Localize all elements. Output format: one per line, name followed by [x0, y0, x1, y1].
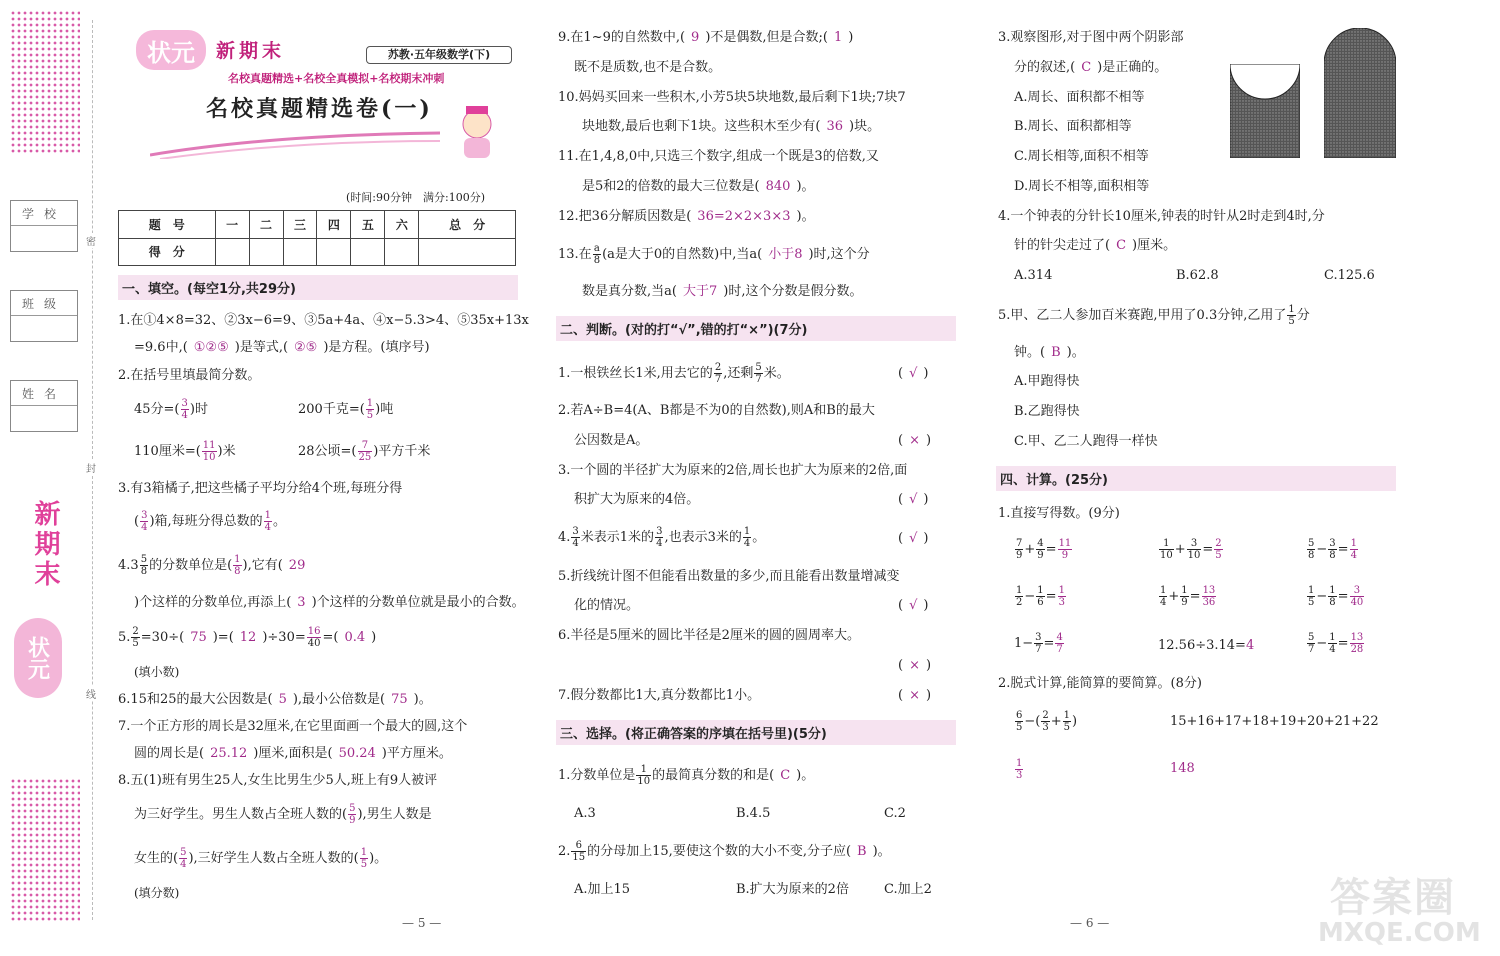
c2-line: 2. $\frac{6}{15}$ 的分母加上15,要使这个数的大小不变,分子应( B )。	[558, 840, 891, 863]
q8-line2: 为三好学生。男生人数占全班人数的( $\frac{5}{9}$ ),男生人数是	[134, 803, 432, 826]
c3-option-b: B.周长、面积都相等	[1014, 119, 1132, 134]
q2a-line: 45分=( $\frac{3}{4}$ )时	[134, 398, 208, 421]
calc-answer: $\frac{13}{36}$	[1202, 585, 1216, 608]
watermark-logo: 答案圈	[1330, 875, 1456, 921]
section3-heading: 三、选择。(将正确答案的序填在括号里)(5分)	[556, 720, 956, 745]
c1-option-c: C.2	[884, 806, 906, 821]
q5-answer2: 12	[239, 630, 257, 645]
q2b-line: 200千克=( $\frac{1}{5}$ )吨	[298, 398, 394, 421]
q1-line2: =9.6中,( ①②⑤ )是等式,( ②⑤ )是方程。(填序号)	[134, 340, 430, 355]
calc-answer: $\frac{1}{4}$	[1350, 538, 1357, 561]
score-h2: 二	[249, 211, 283, 239]
side-brand: 新期末	[30, 500, 60, 590]
c2-option-c: C.加上2	[884, 882, 932, 897]
c4-option-b: B.62.8	[1176, 268, 1219, 283]
score-cell[interactable]	[249, 238, 283, 266]
c4-option-c: C.125.6	[1324, 268, 1375, 283]
q13-fraction: $\frac{a}{8}$	[593, 243, 601, 266]
calc2-heading: 2.脱式计算,能简算的要简算。(8分)	[998, 676, 1202, 691]
q6-answer1: 5	[278, 692, 287, 707]
page-title: 名校真题精选卷(一)	[206, 96, 433, 122]
score-value-row	[119, 238, 516, 266]
q10-line2: 块地数,最后也剩下1块。这些积木至少有( 36 )块。	[582, 119, 881, 134]
c2-option-b: B.扩大为原来的2倍	[736, 882, 849, 897]
q6-line: 6.15和25的最大公因数是( 5 ),最小公倍数是( 75 )。	[118, 692, 432, 707]
q12-answer: 36=2×2×3×3	[697, 209, 791, 224]
j3-answer: √	[909, 492, 918, 507]
q8-answer2: $\frac{5}{4}$	[180, 847, 187, 870]
score-h0: 题 号	[119, 211, 216, 239]
expr-2-answer: 148	[1170, 761, 1195, 776]
j1-answer: √	[909, 366, 918, 381]
score-h7: 总 分	[419, 211, 516, 239]
q3-line1: 3.有3箱橘子,把这些橘子平均分给4个班,每班分得	[118, 481, 403, 496]
time-score-info: (时间:90分钟 满分:100分)	[346, 191, 485, 204]
q9-line1: 9.在1~9的自然数中,( 9 )不是偶数,但是合数;( 1 )	[558, 30, 854, 45]
q5-answer4: 0.4	[344, 630, 366, 645]
q2a-answer: $\frac{3}{4}$	[181, 398, 188, 421]
seal-xian: 线	[86, 686, 96, 701]
q13-line1: 13.在 $\frac{a}{8}$ (a是大于0的自然数)中,当a( 小于8 )时,这个分	[558, 243, 870, 266]
calc-item: $\frac{5}{7}$ − $\frac{1}{4}$ = $\frac{13}{28}$	[1308, 632, 1364, 655]
c1-option-b: B.4.5	[736, 806, 771, 821]
j6-judge: ( × )	[898, 658, 932, 673]
calc-item: 12.56÷3.14=4	[1158, 638, 1255, 653]
c3-option-a: A.周长、面积都不相等	[1014, 90, 1145, 105]
j4-answer: √	[909, 531, 918, 546]
q13-line2: 数是真分数,当a( 大于7 )时,这个分数是假分数。	[582, 284, 863, 299]
q4-line2: )个这样的分数单位,再添上( 3 )个这样的分数单位就是最小的合数。	[134, 595, 525, 610]
seal-mi: 密	[86, 233, 96, 248]
calc-item: $\frac{1}{4}$ + $\frac{1}{9}$ = $\frac{13}{36}$	[1160, 585, 1216, 608]
score-cell[interactable]	[283, 238, 317, 266]
j5-answer: √	[909, 598, 918, 613]
calc-item: $\frac{7}{9}$ + $\frac{4}{9}$ = $\frac{11}{9}$	[1016, 538, 1072, 561]
j5-line1: 5.折线统计图不但能看出数量的多少,而且能看出数量增减变	[558, 569, 900, 584]
q4-line1: 4.3 $\frac{5}{8}$ 的分数单位是( $\frac{1}{8}$ ),它有( 29	[118, 554, 311, 577]
q4-answer3: 3	[297, 595, 306, 610]
j7-line: 7.假分数都比1大,真分数都比1小。	[558, 688, 761, 703]
edition-badge: 苏教·五年级数学(下)	[366, 46, 512, 64]
q11-line1: 11.在1,4,8,0中,只选三个数字,组成一个既是3的倍数,又	[558, 149, 879, 164]
c2-fraction: $\frac{6}{15}$	[572, 840, 586, 863]
section4-heading: 四、计算。(25分)	[996, 466, 1396, 491]
calc-item: $\frac{1}{2}$ − $\frac{1}{6}$ = $\frac{1}{3}$	[1016, 585, 1065, 608]
c4-line1: 4.一个钟表的分针长10厘米,钟表的时针从2时走到4时,分	[998, 209, 1325, 224]
q10-answer: 36	[826, 119, 844, 134]
calc-item: $\frac{1}{10}$ + $\frac{3}{10}$ = $\frac{2}{5}$	[1160, 538, 1222, 561]
c3-answer: C	[1081, 60, 1092, 75]
q12-line: 12.把36分解质因数是( 36=2×2×3×3 )。	[558, 209, 815, 224]
j1-judge: ( √ )	[898, 366, 929, 381]
q2b-answer: $\frac{1}{5}$	[366, 398, 374, 421]
j1-fraction2: $\frac{5}{7}$	[755, 362, 762, 385]
school-field[interactable]: 学校	[10, 200, 78, 252]
c3-line2: 分的叙述,( C )是正确的。	[1014, 60, 1168, 75]
q4-answer2: 29	[288, 558, 306, 573]
q2d-line: 28公顷=( $\frac{7}{25}$ )平方千米	[298, 440, 431, 463]
shaded-shape-2	[1324, 28, 1396, 158]
q8-answer3: $\frac{1}{5}$	[360, 847, 368, 870]
j4-fraction2: $\frac{3}{4}$	[656, 526, 663, 549]
calc-answer: $\frac{2}{5}$	[1215, 538, 1222, 561]
score-h4: 四	[317, 211, 351, 239]
q13-answer1: 小于8	[768, 247, 803, 262]
score-cell[interactable]	[317, 238, 351, 266]
q4-answer1: $\frac{1}{8}$	[234, 554, 241, 577]
c4-option-a: A.314	[1014, 268, 1053, 283]
section2-heading: 二、判断。(对的打“√”,错的打“×”)(7分)	[556, 316, 956, 341]
j4-judge: ( √ )	[898, 531, 929, 546]
q9-answer1: 9	[691, 30, 700, 45]
q9-line2: 既不是质数,也不是合数。	[574, 60, 722, 75]
q8-line1: 8.五(1)班有男生25人,女生比男生少5人,班上有9人被评	[118, 773, 438, 788]
q7-line1: 7.一个正方形的周长是32厘米,在它里面画一个最大的圆,这个	[118, 719, 468, 734]
score-cell[interactable]	[385, 238, 419, 266]
slogan: 名校真题精选+名校全真模拟+名校期末冲刺	[228, 72, 445, 85]
q2d-answer: $\frac{7}{25}$	[358, 440, 372, 463]
q3-answer2: $\frac{1}{4}$	[264, 510, 272, 533]
calc-answer: $\frac{4}{7}$	[1056, 632, 1063, 655]
q8-note: (填分数)	[134, 886, 180, 900]
j4-fraction1: $\frac{3}{4}$	[572, 526, 579, 549]
q10-line1: 10.妈妈买回来一些积木,小芳5块5块地数,最后剩下1块;7块7	[558, 90, 906, 105]
q4-fraction: $\frac{5}{8}$	[140, 554, 148, 577]
q13-answer2: 大于7	[682, 284, 718, 299]
watermark-url: MXQE.COM	[1318, 918, 1481, 948]
calc-item: $\frac{1}{5}$ − $\frac{1}{8}$ = $\frac{3}{40}$	[1308, 585, 1364, 608]
c4-answer: C	[1116, 238, 1127, 253]
c1-fraction: $\frac{1}{10}$	[637, 764, 651, 787]
c2-answer: B	[857, 844, 867, 859]
logo: 状元	[136, 30, 206, 70]
c3-line1: 3.观察图形,对于图中两个阴影部	[998, 30, 1184, 45]
q5-line: 5. $\frac{2}{5}$ =30÷( 75 )=( 12 )÷30= $\frac{16}{40}$ =( 0.4 )	[118, 626, 377, 649]
j3-line1: 3.一个圆的半径扩大为原来的2倍,周长也扩大为原来的2倍,面	[558, 463, 908, 478]
c5-answer: B	[1051, 345, 1061, 360]
q11-line2: 是5和2的倍数的最大三位数是( 840 )。	[582, 179, 815, 194]
c4-line2: 针的针尖走过了( C )厘米。	[1014, 238, 1177, 253]
c5-fraction: $\frac{1}{5}$	[1288, 304, 1295, 327]
j6-line: 6.半径是5厘米的圆比半径是2厘米的圆的圆周率大。	[558, 628, 860, 643]
title-swoosh	[150, 125, 440, 159]
calc-item: 1− $\frac{3}{7}$ = $\frac{4}{7}$	[1014, 632, 1063, 655]
c2-option-a: A.加上15	[574, 882, 631, 897]
calc1-heading: 1.直接写得数。(9分)	[998, 506, 1120, 521]
c5-option-a: A.甲跑得快	[1014, 374, 1080, 389]
q1-answer2: ②⑤	[294, 340, 318, 355]
c5-line2: 钟。( B )。	[1014, 345, 1085, 360]
name-field[interactable]: 姓名	[10, 380, 78, 432]
j3-judge: ( √ )	[898, 492, 929, 507]
q1-line1: 1.在①4×8=32、②3x−6=9、③5a+4a、④x−5.3>4、⑤35x+13x	[118, 313, 529, 328]
calc-item: $\frac{5}{8}$ − $\frac{3}{8}$ = $\frac{1}{4}$	[1308, 538, 1357, 561]
score-h1: 一	[215, 211, 249, 239]
score-header-row	[119, 211, 516, 239]
calc-answer: 4	[1245, 638, 1255, 653]
j4-line: 4. $\frac{3}{4}$ 米表示1米的 $\frac{3}{4}$ ,也表示3米的 $\frac{1}{4}$ 。	[558, 526, 766, 549]
j2-answer: ×	[909, 433, 920, 448]
shaded-shape-1	[1230, 64, 1300, 158]
j4-fraction3: $\frac{1}{4}$	[743, 526, 751, 549]
side-logo: 状元	[14, 618, 62, 698]
j1-line: 1.一根铁丝长1米,用去它的 $\frac{2}{7}$ ,还剩 $\frac{5}{7}$ 米。	[558, 362, 790, 385]
c5-line1: 5.甲、乙二人参加百米赛跑,甲用了0.3分钟,乙用了 $\frac{1}{5}$ 分	[998, 304, 1310, 327]
c3-option-d: D.周长不相等,面积相等	[1014, 179, 1150, 194]
expr-2: 15+16+17+18+19+20+21+22	[1170, 714, 1379, 729]
j6-answer: ×	[909, 658, 920, 673]
score-cell[interactable]	[419, 238, 516, 266]
q2c-line: 110厘米=( $\frac{11}{10}$ )米	[134, 440, 236, 463]
score-table	[118, 210, 516, 266]
c5-option-c: C.甲、乙二人跑得一样快	[1014, 434, 1158, 449]
q7-answer2: 50.24	[338, 746, 376, 761]
score-h3: 三	[283, 211, 317, 239]
section1-heading: 一、填空。(每空1分,共29分)	[118, 275, 518, 300]
brand-title: 新期末	[216, 40, 286, 62]
score-cell[interactable]	[351, 238, 385, 266]
q2c-answer: $\frac{11}{10}$	[202, 440, 216, 463]
c1-answer: C	[780, 768, 791, 783]
score-h6: 六	[385, 211, 419, 239]
j2-line1: 2.若A÷B=4(A、B都是不为0的自然数),则A和B的最大	[558, 403, 875, 418]
q6-answer2: 75	[391, 692, 408, 707]
q1-answer1: ①②⑤	[193, 340, 229, 355]
q5-answer1: 75	[190, 630, 207, 645]
j7-answer: ×	[909, 688, 920, 703]
q7-answer1: 25.12	[210, 746, 248, 761]
q11-answer: 840	[765, 179, 791, 194]
q8-line3: 女生的( $\frac{5}{4}$ ),三好学生人数占全班人数的( $\frac{1}{5}$ )。	[134, 847, 388, 870]
page-number-left: — 5 —	[402, 916, 442, 930]
calc-answer: $\frac{13}{28}$	[1350, 632, 1364, 655]
q3-answer1: $\frac{3}{4}$	[141, 510, 148, 533]
decor-dots-top	[10, 10, 80, 155]
c1-option-a: A.3	[574, 806, 596, 821]
seal-feng: 封	[86, 460, 96, 475]
q5-note: (填小数)	[134, 665, 180, 679]
c3-option-c: C.周长相等,面积不相等	[1014, 149, 1149, 164]
q7-line2: 圆的周长是( 25.12 )厘米,面积是( 50.24 )平方厘米。	[134, 746, 452, 761]
j5-line2: 化的情况。	[574, 598, 640, 613]
score-h5: 五	[351, 211, 385, 239]
calc-answer: $\frac{11}{9}$	[1058, 538, 1072, 561]
q5-fraction: $\frac{2}{5}$	[132, 626, 139, 649]
q9-answer2: 1	[833, 30, 843, 45]
mascot-illustration	[446, 100, 508, 162]
expr-1: $\frac{6}{5}$ −( $\frac{2}{3}$ + $\frac{1}{5}$ )	[1016, 710, 1078, 733]
c5-option-b: B.乙跑得快	[1014, 404, 1080, 419]
expr-1-answer: $\frac{1}{3}$	[1016, 758, 1023, 781]
j2-judge: ( × )	[898, 433, 932, 448]
score-r0: 得 分	[119, 238, 216, 266]
q5-answer3: $\frac{16}{40}$	[307, 626, 321, 649]
j2-line2: 公因数是A。	[574, 433, 649, 448]
q3-line2: ( $\frac{3}{4}$ )箱,每班分得总数的 $\frac{1}{4}$ 。	[134, 510, 287, 533]
score-cell[interactable]	[215, 238, 249, 266]
class-field[interactable]: 班级	[10, 290, 78, 342]
j7-judge: ( × )	[898, 688, 932, 703]
decor-dots-bottom	[10, 778, 80, 923]
j1-fraction1: $\frac{2}{7}$	[714, 362, 722, 385]
c1-line: 1.分数单位是 $\frac{1}{10}$ 的最简真分数的和是( C )。	[558, 764, 815, 787]
q8-answer1: $\frac{5}{9}$	[349, 803, 356, 826]
calc-answer: $\frac{1}{3}$	[1058, 585, 1065, 608]
calc-answer: $\frac{3}{40}$	[1350, 585, 1364, 608]
page-number-right: — 6 —	[1070, 916, 1110, 930]
j5-judge: ( √ )	[898, 598, 929, 613]
j3-line2: 积扩大为原来的4倍。	[574, 492, 700, 507]
q2-text: 2.在括号里填最简分数。	[118, 368, 261, 383]
